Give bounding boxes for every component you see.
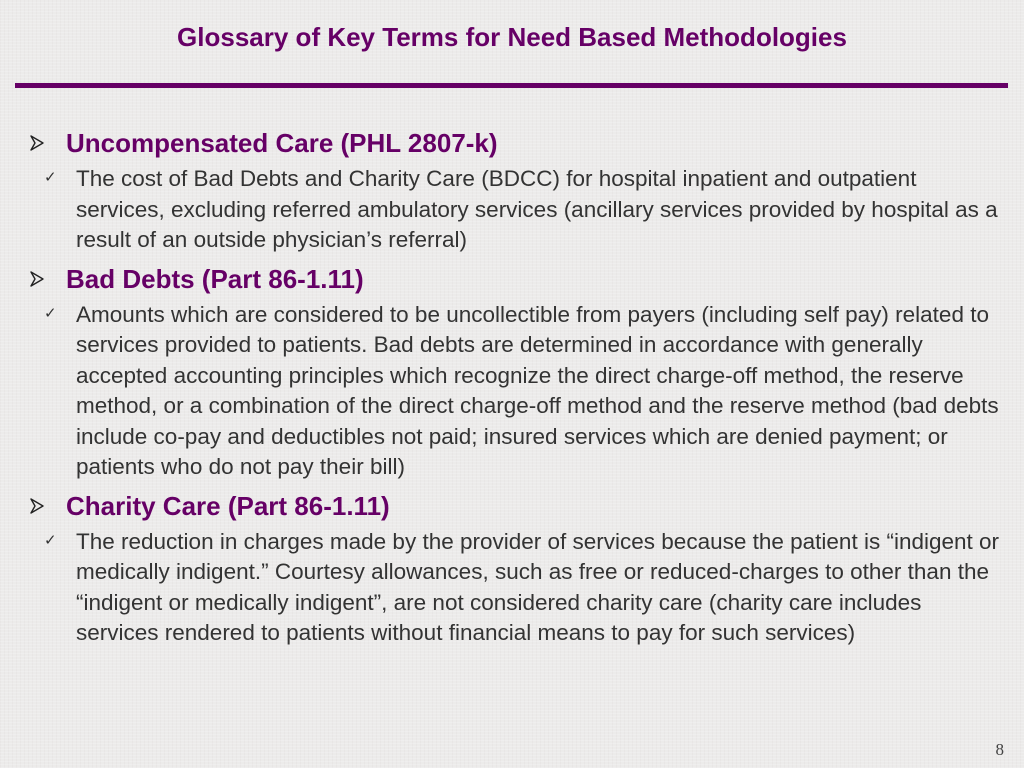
title-divider (15, 83, 1008, 88)
term-definition (30, 527, 1000, 649)
page-number: 8 (995, 740, 1004, 759)
glossary-list (30, 126, 1000, 655)
arrow-bullet-icon (30, 135, 44, 151)
glossary-term-bad-debts (30, 262, 1000, 296)
term-heading: Charity Care (Part 86-1.11) (66, 490, 390, 521)
term-definition (30, 300, 1000, 483)
definition-text: The reduction in charges made by the provider of services because the patient is “indigent or medically indigent.” Courtesy allowances, such as free or reduced-charges to other than the “indigent or medically indigent”, are not considered charity care (charity care includes services rendered to patients without financial means to pay for such services) (76, 528, 1000, 645)
definition-text: The cost of Bad Debts and Charity Care (BDCC) for hospital inpatient and outpatient services, excluding referred ambulatory services (ancillary services provided by hospital as a result of an outside physician’s referral) (76, 166, 998, 252)
glossary-term-uncompensated-care (30, 126, 1000, 160)
term-definition (30, 164, 1000, 256)
checkmark-icon: ✓ (44, 169, 57, 186)
glossary-term-charity-care (30, 489, 1000, 523)
checkmark-icon: ✓ (44, 531, 57, 549)
term-heading: Bad Debts (Part 86-1.11) (66, 263, 364, 294)
arrow-bullet-icon (30, 498, 44, 514)
definition-text: Amounts which are considered to be uncollectible from payers (including self pay) related to services provided to patients. Bad debts are determined in accordance with generally accepted accounting principles which recognize the direct charge-off method, the reserve method, or a combination of the direct charge-off method and the reserve method (bad debts include co-pay and deductibles not paid; insured services which are denied payment; or patients who do not pay their bill) (76, 301, 999, 479)
slide-title: Glossary of Key Terms for Need Based Methodologies (177, 22, 847, 52)
arrow-bullet-icon (30, 271, 44, 287)
checkmark-icon: ✓ (44, 304, 57, 322)
term-heading: Uncompensated Care (PHL 2807-k) (66, 128, 498, 158)
